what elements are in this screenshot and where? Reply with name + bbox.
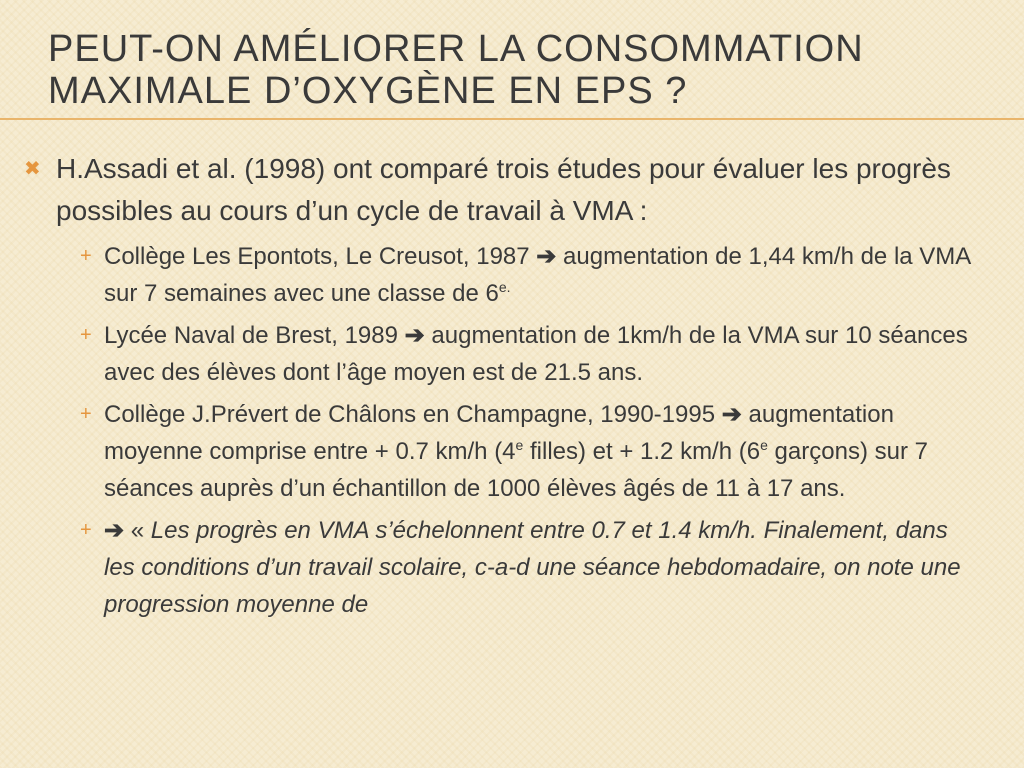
quote-text: Les progrès en VMA s’échelonnent entre 0.7 et 1.4 km/h. Finalement, dans les conditions d’un travail scolaire, c-a-d une séance hebdomadaire, on note une progression moyenne de	[104, 517, 961, 618]
title-divider	[0, 118, 1024, 120]
item-label: Collège Les Epontots, Le Creusot, 1987	[104, 243, 537, 270]
sub-bullet-item	[80, 238, 984, 312]
sub-bullet-item	[80, 512, 984, 623]
main-bullet-item	[24, 148, 984, 232]
arrow-right-icon: ➔	[536, 243, 557, 270]
arrow-right-icon: ➔	[721, 401, 742, 428]
superscript: e	[760, 437, 768, 453]
plus-icon: +	[80, 519, 92, 541]
item-result-part3: garçons) sur 7 séances auprès d’un échantillon de 1000 élèves âgés de 11 à 17 ans.	[104, 438, 928, 502]
slide-title: PEUT-ON AMÉLIORER LA CONSOMMATION MAXIMALE D’OXYGÈNE EN EPS ?	[48, 28, 864, 112]
main-bullet-text: H.Assadi et al. (1998) ont comparé trois études pour évaluer les progrès possibles au cours d’un cycle de travail à VMA :	[56, 153, 951, 226]
item-result: augmentation de 1,44 km/h de la VMA sur 7 semaines avec une classe de 6	[104, 243, 970, 307]
plus-icon: +	[80, 403, 92, 425]
x-mark-icon: ✖	[24, 158, 41, 180]
plus-icon: +	[80, 324, 92, 346]
sub-bullet-item	[80, 396, 984, 507]
superscript: e	[515, 437, 524, 453]
sub-bullet-list	[24, 238, 984, 623]
item-label: Lycée Naval de Brest, 1989	[104, 322, 405, 349]
sub-bullet-item	[80, 317, 984, 391]
item-result-part1: augmentation moyenne comprise entre + 0.7 km/h (4	[104, 401, 894, 465]
item-result-part2: filles) et + 1.2 km/h (6	[523, 438, 761, 465]
arrow-right-icon: ➔	[404, 322, 425, 349]
slide-content	[24, 148, 984, 628]
superscript: e.	[498, 279, 511, 295]
item-result: augmentation de 1km/h de la VMA sur 10 séances avec des élèves dont l’âge moyen est de 21.5 ans.	[104, 322, 968, 386]
item-label: Collège J.Prévert de Châlons en Champagne, 1990-1995	[104, 401, 722, 428]
arrow-right-icon: ➔	[104, 517, 125, 544]
plus-icon: +	[80, 245, 92, 267]
open-quote: «	[124, 517, 151, 544]
